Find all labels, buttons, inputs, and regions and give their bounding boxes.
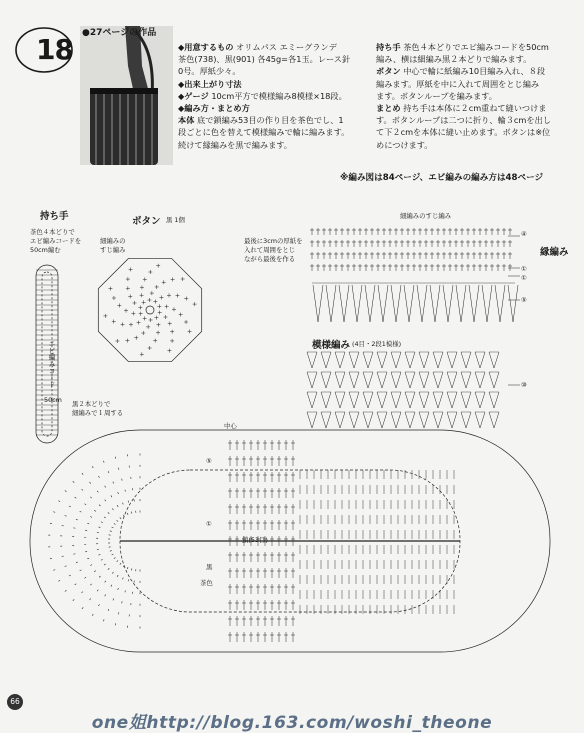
materials-line: 続けて縁編みを黒で編みます。: [178, 139, 368, 151]
row-marker: ⑤: [206, 457, 212, 465]
row-marker: ①: [521, 274, 527, 282]
handle-note: 50cm編む: [30, 246, 61, 254]
instructions-line: まとめ 持ち手は本体に２cm重ねて縫いつけま: [376, 102, 572, 114]
materials-line: ◆編み方・まとめ方: [178, 102, 368, 114]
reference-title: ●27ページの作品: [82, 25, 156, 38]
handle-note: エビ編みコードを: [30, 237, 81, 245]
row-marker: ①: [206, 520, 212, 528]
button-note: 細編みの: [100, 237, 126, 245]
edge-label: 細編みのすじ編み: [400, 212, 451, 220]
pattern-number: 18: [36, 33, 73, 66]
instructions-line: す。ボタンループは二つに折り、輪３cmを出し: [376, 114, 572, 126]
chain-label: 鎖(53目): [242, 536, 268, 544]
materials-line: ◆出来上がり寸法: [178, 78, 368, 90]
button-title: ボタン: [132, 213, 161, 227]
materials-line: ◆ゲージ 10cm平方で模様編み8模様×18段。: [178, 90, 368, 102]
row-marker: ⑤: [521, 296, 527, 304]
materials-section: [178, 41, 368, 151]
page-number: 66: [7, 694, 23, 710]
instructions-line: 持ち手 茶色４本どりでエビ編みコードを50cm: [376, 41, 572, 53]
instructions-line: ボタン 中心で輪に紙編み10目編み入れ、８段: [376, 65, 572, 77]
button-note: すじ編み: [100, 246, 126, 254]
materials-line: 本体 底で鎖編み53目の作り目を茶色でし、1: [178, 114, 368, 126]
materials-line: ◆用意するもの オリムパス エミーグランデ: [178, 41, 368, 53]
button-note: 入れて周囲をとじ: [244, 246, 295, 254]
button-note: 最後に3cmの厚紙を: [244, 237, 303, 245]
instructions-section: [376, 41, 572, 151]
pattern-subtitle: (4目・2段1模様): [352, 340, 401, 348]
button-subtitle: 黒 1個: [166, 216, 185, 224]
instructions-line: て下２cmを本体に縫い止めます。ボタンは※位: [376, 126, 572, 138]
instructions-line: ます。ボタンループを編みます。: [376, 90, 572, 102]
yarn-black-label: 黒: [206, 563, 212, 571]
materials-line: 段ごとに色を替えて模様編みで輪に編みます。: [178, 126, 368, 138]
handle-note: 細編みで１周する: [72, 409, 123, 417]
handle-title: 持ち手: [40, 208, 69, 222]
instructions-line: 編みます。厚紙を中に入れて周囲をとじ編み: [376, 78, 572, 90]
bag-photo: [80, 26, 173, 165]
yarn-brown-label: 茶色: [200, 579, 213, 587]
crochet-diagram: [0, 200, 584, 690]
instructions-line: 編み、横は細編み黒２本どりで編みます。: [376, 53, 572, 65]
button-note: ながら最後を作る: [244, 255, 295, 263]
edging-title: 縁編み: [540, 244, 569, 258]
row-marker: ⑩: [521, 381, 527, 389]
row-marker: ④: [521, 230, 527, 238]
materials-line: 茶色(738)、黒(901) 各45g=各1玉。レース針: [178, 53, 368, 65]
materials-line: 0号。厚紙少々。: [178, 65, 368, 77]
handle-note: 黒２本どりで: [72, 400, 110, 408]
pattern-title: 模様編み: [312, 337, 350, 351]
instructions-line: めにつけます。: [376, 139, 572, 151]
center-label: 中心: [224, 422, 237, 430]
handle-cord-label: エビ編みコード: [47, 340, 55, 388]
handle-note: 茶色４本どりで: [30, 228, 75, 236]
row-marker: ①: [521, 265, 527, 273]
page-reference-note: ※編み図は84ページ、エビ編みの編み方は48ページ: [340, 171, 543, 183]
watermark-text: one姐http://blog.163.com/woshi_theone: [0, 708, 584, 733]
handle-length: 50cm: [44, 396, 62, 404]
